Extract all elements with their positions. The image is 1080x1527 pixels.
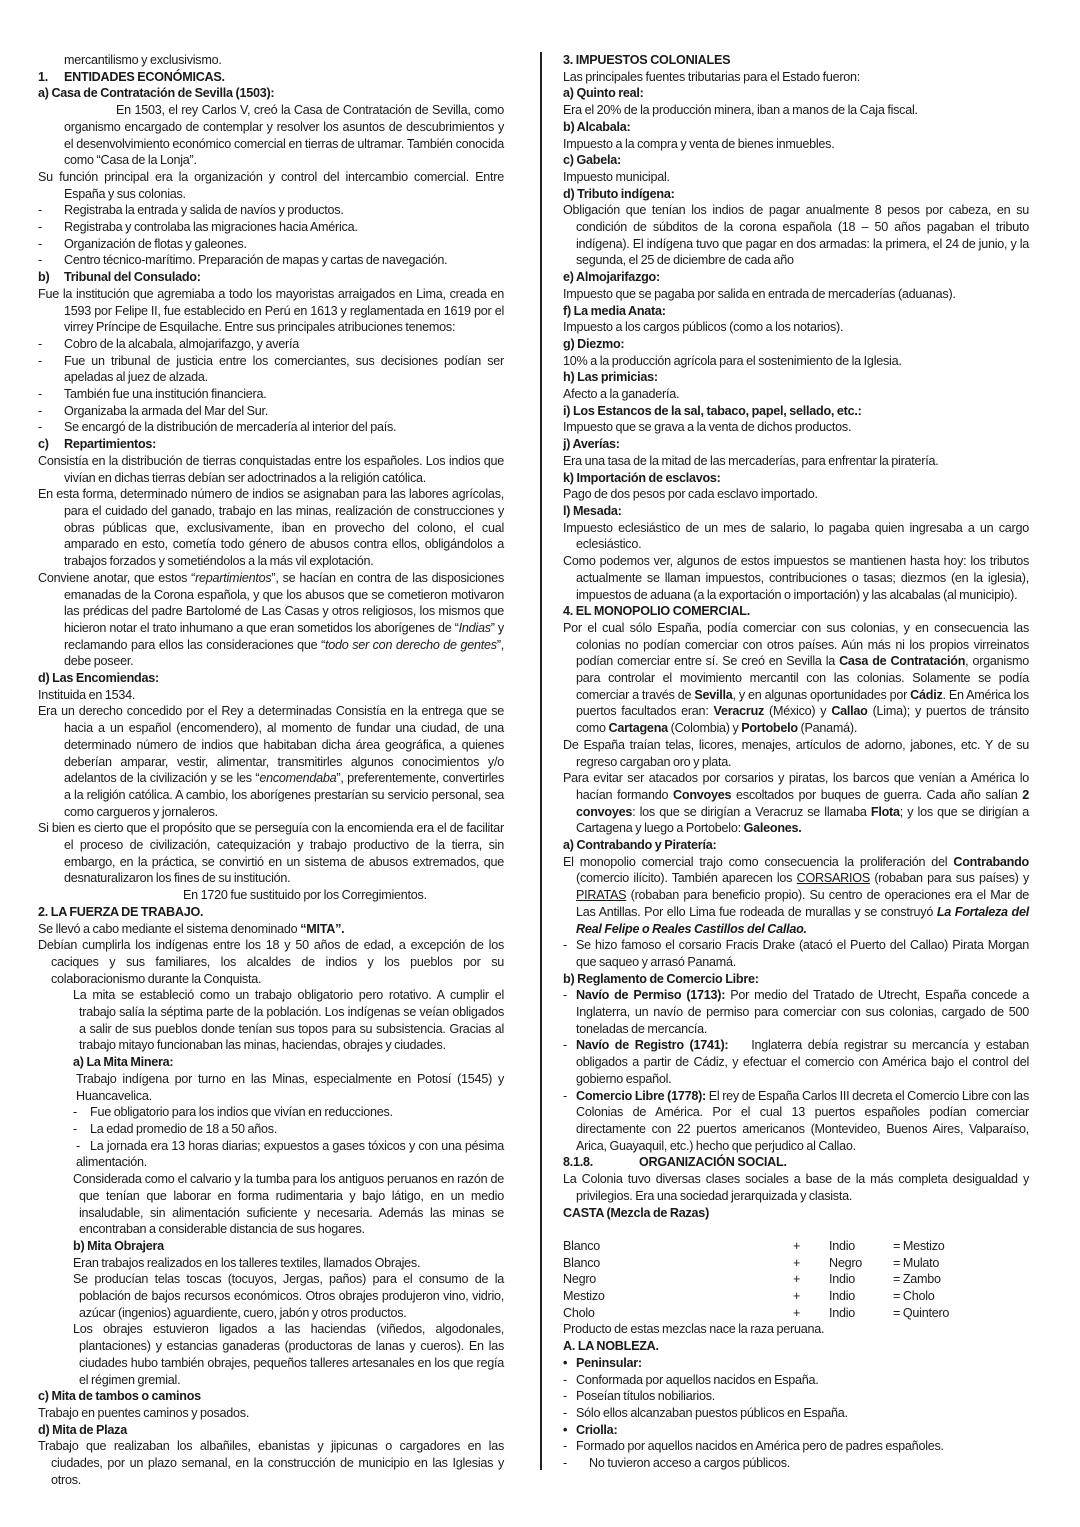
column-divider <box>540 52 542 1470</box>
tax-description: Impuesto que se pagaba por salida en entrada de mercaderías (aduanas). <box>563 286 956 301</box>
list-item: - Se encargó de la distribución de mercadería al interior del país. <box>38 420 397 435</box>
mita-plaza-paragraph: Trabajo que realizaban los albañiles, ebanistas y jipicunas o cargadores en las ciudades, por un plazo semanal, en la construcción de municipio en las Iglesias y otros. <box>38 1439 504 1487</box>
casta-row: Blanco + Negro = Mulato <box>563 1255 940 1270</box>
mita-paragraph-2-wrap <box>38 987 504 1388</box>
section-4-heading: 4. EL MONOPOLIO COMERCIAL. <box>563 604 750 619</box>
casta-row: Blanco + Indio = Mestizo <box>563 1238 945 1253</box>
list-item: - Se hizo famoso el corsario Fracis Drake (atacó el Puerto del Callao) Pirata Morgan que saqueo y arrasó Panamá. <box>563 938 1029 969</box>
organizacion-social-paragraph: La Colonia tuvo diversas clases sociales a base de la más completa desigualdad y privilegios. Era una sociedad jerarquizada y clasista. <box>563 1172 1029 1203</box>
contrabando-paragraph: El monopolio comercial trajo como consecuencia la proliferación del Contrabando (comercio ilícito). También aparecen los CORSARIOS (robaban para sus países) y PIRATAS (robaban para beneficio propio). Su centro de operaciones era el Mar de Las Antillas. Por ello Lima fue rodeada de murallas y se construyó La Fortaleza del Real Felipe o Reales Castillos del Callao. <box>563 854 1030 936</box>
list-item: - Conformada por aquellos nacidos en España. <box>563 1372 819 1387</box>
mita-tambos-heading: c) Mita de tambos o caminos <box>38 1389 201 1404</box>
tax-heading: l) Mesada: <box>563 503 622 518</box>
list-item: - Fue un tribunal de justicia entre los comerciantes, sus decisiones podían ser apeladas al juez de alzada. <box>38 353 504 385</box>
list-item: - Centro técnico-marítimo. Preparación de mapas y cartas de navegación. <box>38 253 448 268</box>
list-item: - Organización de flotas y galeones. <box>38 236 247 251</box>
casta-table <box>563 1238 1029 1322</box>
tax-heading: c) Gabela: <box>563 153 621 168</box>
mita-plaza-heading: d) Mita de Plaza <box>38 1422 127 1437</box>
casa-funcion-paragraph: Su función principal era la organización y control del intercambio comercial. Entre España y sus colonias. <box>38 169 504 201</box>
contrabando-heading: a) Contrabando y Piratería: <box>563 838 717 853</box>
tribunal-paragraph: Fue la institución que agremiaba a todo los mayoristas arraigados en Lima, creada en 1593 por Felipe II, fue establecido en Perú en 1613 y reglamentada en 1619 por el virrey Príncipe de Esquilache. Entre sus principales atribuciones tenemos: <box>38 286 504 335</box>
mita-intro: Se llevó a cabo mediante el sistema denominado “MITA”. <box>38 921 345 936</box>
tax-description: Impuesto eclesiástico de un mes de salario, lo pagaba quien ingresaba a un cargo eclesiástico. <box>563 520 1029 552</box>
list-item: - Registraba y controlaba las migraciones hacia América. <box>38 220 358 235</box>
list-item: - La jornada era 13 horas diarias; expuestos a gases tóxicos y con una pésima alimentación. <box>76 1138 504 1170</box>
list-item: - La edad promedio de 18 a 50 años. <box>73 1122 278 1136</box>
tax-description: Impuesto municipal. <box>563 169 670 184</box>
comercio-libre-heading: b) Reglamento de Comercio Libre: <box>563 971 759 986</box>
tax-heading: i) Los Estancos de la sal, tabaco, papel, sellado, etc.: <box>563 403 862 418</box>
section-2-heading: 2. LA FUERZA DE TRABAJO. <box>38 904 204 919</box>
mita-obrajera-paragraph-2: Se producían telas toscas (tocuyos, Jergas, paños) para el consumo de la población de bajos recursos económicos. Otros obrajes produjeron vino, vidrio, azúcar (ingenios) aguardiente, cuero, jabón y otros productos. <box>73 1272 504 1320</box>
right-column <box>563 52 1032 1472</box>
tax-heading: e) Almojarifazgo: <box>563 270 660 285</box>
intro-tail: mercantilismo y exclusivismo. <box>64 53 222 67</box>
tribunal-consulado-heading: b) Tribunal del Consulado: <box>38 270 201 285</box>
casa-contratacion-paragraph: En 1503, el rey Carlos V, creó la Casa de Contratación de Sevilla, como organismo encargado de contemplar y resolver los asuntos de descubrimientos y el desenvolvimiento económico comercial en tierras de ultramar. También conocida como “Casa de la Lonja”. <box>64 103 504 168</box>
tax-description: Impuesto a la compra y venta de bienes inmuebles. <box>563 136 835 151</box>
tax-description: Obligación que tenían los indios de pagar anualmente 8 pesos por cabeza, en su condición de súbditos de la corona española (18 – 50 años pagaban el tributo indígena). El indígena tuvo que pagar en dos armadas: la primera, el 24 de junio, y la segunda, el 25 de diciembre de cada año <box>563 203 1029 268</box>
casta-row: Cholo + Indio = Quintero <box>563 1305 950 1320</box>
list-item: - No tuvieron acceso a cargos públicos. <box>563 1456 791 1471</box>
mita-paragraph-1: Debían cumplirla los indígenas entre los 18 y 50 años de edad, a excepción de los caciques y sus familiares, los alcaldes de indios y los pueblos por su colaboracionismo durante la Conquista. <box>38 938 504 986</box>
bullet-icon: • <box>563 1422 568 1437</box>
casta-row: Negro + Indio = Zambo <box>563 1272 941 1287</box>
list-item: - Navío de Registro (1741): Inglaterra debía registrar su mercancía y estaban obligados a partir de Cádiz, y efectuar el comercio con América bajo el control del gobierno español. <box>563 1038 1032 1086</box>
mita-minera-description: Considerada como el calvario y la tumba para los antiguos peruanos en razón de que tenían que laborar en forma rudimentaria y bajo látigo, en un medio insaludable, sin alimentación suficiente y necesaria. Además las minas se encontraban a considerable distancia de sus hogares. <box>73 1172 504 1237</box>
tax-description: Afecto a la ganadería. <box>563 387 680 402</box>
tax-heading: b) Alcabala: <box>563 119 631 134</box>
repartimientos-paragraph-2: En esta forma, determinado número de indios se asignaban para las labores agrícolas, para el cuidado del ganado, trabajo en las minas, realización de construcciones y obras públicas que, exclusivamente, iban en provecho del colono, el cual amparado en esto, cometía todo género de abusos contra ellos, obligándolos a trabajos forzados y sometiéndolos a la más vil explotación. <box>38 487 504 569</box>
encomiendas-heading: d) Las Encomiendas: <box>38 671 159 686</box>
tax-heading: g) Diezmo: <box>563 336 625 351</box>
criolla-heading: • Criolla: <box>563 1422 618 1437</box>
list-item: - Sólo ellos alcanzaban puestos públicos en España. <box>563 1405 848 1420</box>
nobleza-heading: A. LA NOBLEZA. <box>563 1339 659 1354</box>
tax-description: Era el 20% de la producción minera, iban a manos de la Caja fiscal. <box>563 103 918 118</box>
tax-heading: h) Las primicias: <box>563 370 658 385</box>
mita-minera-paragraph: Trabajo indígena por turno en las Minas, especialmente en Potosí (1545) y Huancavelica. <box>76 1071 504 1103</box>
tax-heading: a) Quinto real: <box>563 86 644 101</box>
encomiendas-paragraph-2: Si bien es cierto que el propósito que se perseguía con la encomienda era el de facilitar el proceso de civilización, catequización y trabajo productivo de la tierra, sin embargo, en la práctica, se convirtió en un sistema de abusos extremados, que desnaturalizaron los fines de su institución. <box>38 821 504 886</box>
left-column <box>38 52 504 1488</box>
mita-minera-heading: a) La Mita Minera: <box>73 1055 174 1070</box>
tax-description: Impuesto a los cargos públicos (como a los notarios). <box>563 320 844 335</box>
list-item: - Fue obligatorio para los indios que vivían en reducciones. <box>73 1105 393 1120</box>
list-item: - Comercio Libre (1778): El rey de España Carlos III decreta el Comercio Libre con las Colonias de América. Por el cual 13 puertos españoles podían comerciar directamente con 22 puertos americanos (Montevideo, Buenos Aires, Valparaíso, Arica, Guayaquil, etc.) hecho que perjudico al Callao. <box>563 1088 1029 1153</box>
list-item: - Navío de Permiso (1713): Por medio del Tratado de Utrecht, España concede a Inglaterra, un navío de permiso para comerciar con sus colonias, cargado de 500 toneladas de mercancía. <box>563 988 1029 1036</box>
mita-obrajera-paragraph-1: Eran trabajos realizados en los talleres textiles, llamados Obrajes. <box>73 1255 421 1270</box>
mita-paragraph-2: La mita se estableció como un trabajo obligatorio pero rotativo. A cumplir el trabajo salía la séptima parte de la población. Los indígenas se veían obligados a salir de sus pueblos donde tenían sus topos para su subsistencia. Gracias al trabajo mitayo funcionaban las minas, haciendas, obrajes y ciudades. <box>73 988 504 1053</box>
repartimientos-paragraph-1: Consistía en la distribución de tierras conquistadas entre los españoles. Los indios que vivían en dichas tierras debían ser adoctrinados a la religión católica. <box>38 453 504 485</box>
tax-heading: k) Importación de esclavos: <box>563 470 721 485</box>
repartimientos-heading: c) Repartimientos: <box>38 437 157 452</box>
tax-heading: f) La media Anata: <box>563 303 666 318</box>
monopolio-paragraph-1: Por el cual sólo España, podía comerciar con sus colonias, y en consecuencia las colonias no podían comerciar con otros países. Aún más ni los propios virreinatos podían comerciar entre sí. Se creó en Sevilla la Casa de Contratación, organismo para controlar el movimiento mercantil con las colonias. Solamente se podía comerciar a través de Sevilla, y en algunas oportunidades por Cádiz. En América los puertos facultados eran: Veracruz (México) y Callao (Lima); y puertos de tránsito como Cartagena (Colombia) y Portobelo (Panamá). <box>563 620 1030 736</box>
casta-row: Mestizo + Indio = Cholo <box>563 1289 935 1304</box>
list-item: - Organizaba la armada del Mar del Sur. <box>38 403 269 418</box>
list-item: - Formado por aquellos nacidos en América pero de padres españoles. <box>563 1439 944 1454</box>
monopolio-paragraph-3: Para evitar ser atacados por corsarios y piratas, los barcos que venían a América lo hacían formando Convoyes escoltados por buques de guerra. Cada año salían 2 convoyes: los que se dirigían a Veracruz se llamaba Flota; y los que se dirigían a Cartagena y luego a Portobelo: Galeones. <box>563 771 1029 836</box>
tax-description: Impuesto que se grava a la venta de dichos productos. <box>563 420 852 435</box>
encomiendas-paragraph-1: Era un derecho concedido por el Rey a determinadas Consistía en la entrega que se hacia a un español (encomendero), al momento de fundar una ciudad, de una determinado número de indios que habitaban dicha área geográfica, a quienes deberían amparar, vestir, alimentar, transmitirles algunos conocimientos y/o adelantos de la civilización y se les “encomendaba”, preferentemente, convertirles a la religión católica. A cambio, los aborígenes prestarían su servicio personal, sea como cargueros y jornaleros. <box>38 704 504 819</box>
tax-description: 10% a la producción agrícola para el sostenimiento de la Iglesia. <box>563 353 902 368</box>
list-item: - También fue una institución financiera. <box>38 387 267 402</box>
casa-contratacion-heading: a) Casa de Contratación de Sevilla (1503): <box>38 86 275 101</box>
impuestos-closing: Como podemos ver, algunos de estos impuestos se mantienen hasta hoy: los tributos actualmente se llaman impuestos, contribuciones o tasas; diezmos (en la iglesia), impuestos de aduana (a la exportación o importación) y las alcabalas (al municipio). <box>563 554 1029 602</box>
mita-obrajera-heading: b) Mita Obrajera <box>73 1238 164 1253</box>
spacer <box>563 1221 1029 1238</box>
organizacion-social-heading: 8.1.8. ORGANIZACIÓN SOCIAL. <box>563 1155 787 1170</box>
peninsular-heading: • Peninsular: <box>563 1355 642 1370</box>
casta-heading: CASTA (Mezcla de Razas) <box>563 1205 710 1220</box>
mita-tambos-paragraph: Trabajo en puentes caminos y posados. <box>38 1405 250 1420</box>
list-item: - Cobro de la alcabala, almojarifazgo, y avería <box>38 336 299 351</box>
section-1-heading: 1. ENTIDADES ECONÓMICAS. <box>38 69 225 84</box>
impuestos-intro: Las principales fuentes tributarias para el Estado fueron: <box>563 69 861 84</box>
mita-obrajera-paragraph-3: Los obrajes estuvieron ligados a las haciendas (viñedos, algodonales, plantaciones) y estancias ganaderas (productoras de lanas y cueros). En las ciudades hubo también obrajes, pequeños talleres artesanales en los que regía el régimen gremial. <box>73 1322 504 1387</box>
tax-description: Era una tasa de la mitad de las mercaderías, para enfrentar la piratería. <box>563 453 939 468</box>
monopolio-paragraph-2: De España traían telas, licores, menajes, artículos de adorno, jabones, etc. Y de su regreso cargaban oro y plata. <box>563 737 1029 769</box>
list-item: - Registraba la entrada y salida de navíos y productos. <box>38 203 344 218</box>
encomiendas-date: Instituida en 1534. <box>38 687 136 702</box>
encomiendas-replacement: En 1720 fue sustituido por los Corregimientos. <box>183 888 427 903</box>
tax-heading: j) Averías: <box>563 437 620 452</box>
list-item: - Poseían títulos nobiliarios. <box>563 1389 716 1404</box>
casta-note: Producto de estas mezclas nace la raza peruana. <box>563 1322 825 1337</box>
section-3-heading: 3. IMPUESTOS COLONIALES <box>563 53 731 67</box>
repartimientos-paragraph-3: Conviene anotar, que estos “repartimientos”, se hacían en contra de las disposiciones emanadas de la Corona española, y que los abusos que se cometieron motivaron las prédicas del padre Bartolomé de Las Casas y otros religiosos, los mismos que hicieron notar el trato inhumano a que eran sometidos los aborígenes de “Indias” y reclamando para ellos las consideraciones que “todo ser con derecho de gentes”, debe poseer. <box>38 570 505 669</box>
tax-heading: d) Tributo indígena: <box>563 186 675 201</box>
bullet-icon: • <box>563 1355 568 1370</box>
tax-description: Pago de dos pesos por cada esclavo importado. <box>563 487 818 502</box>
